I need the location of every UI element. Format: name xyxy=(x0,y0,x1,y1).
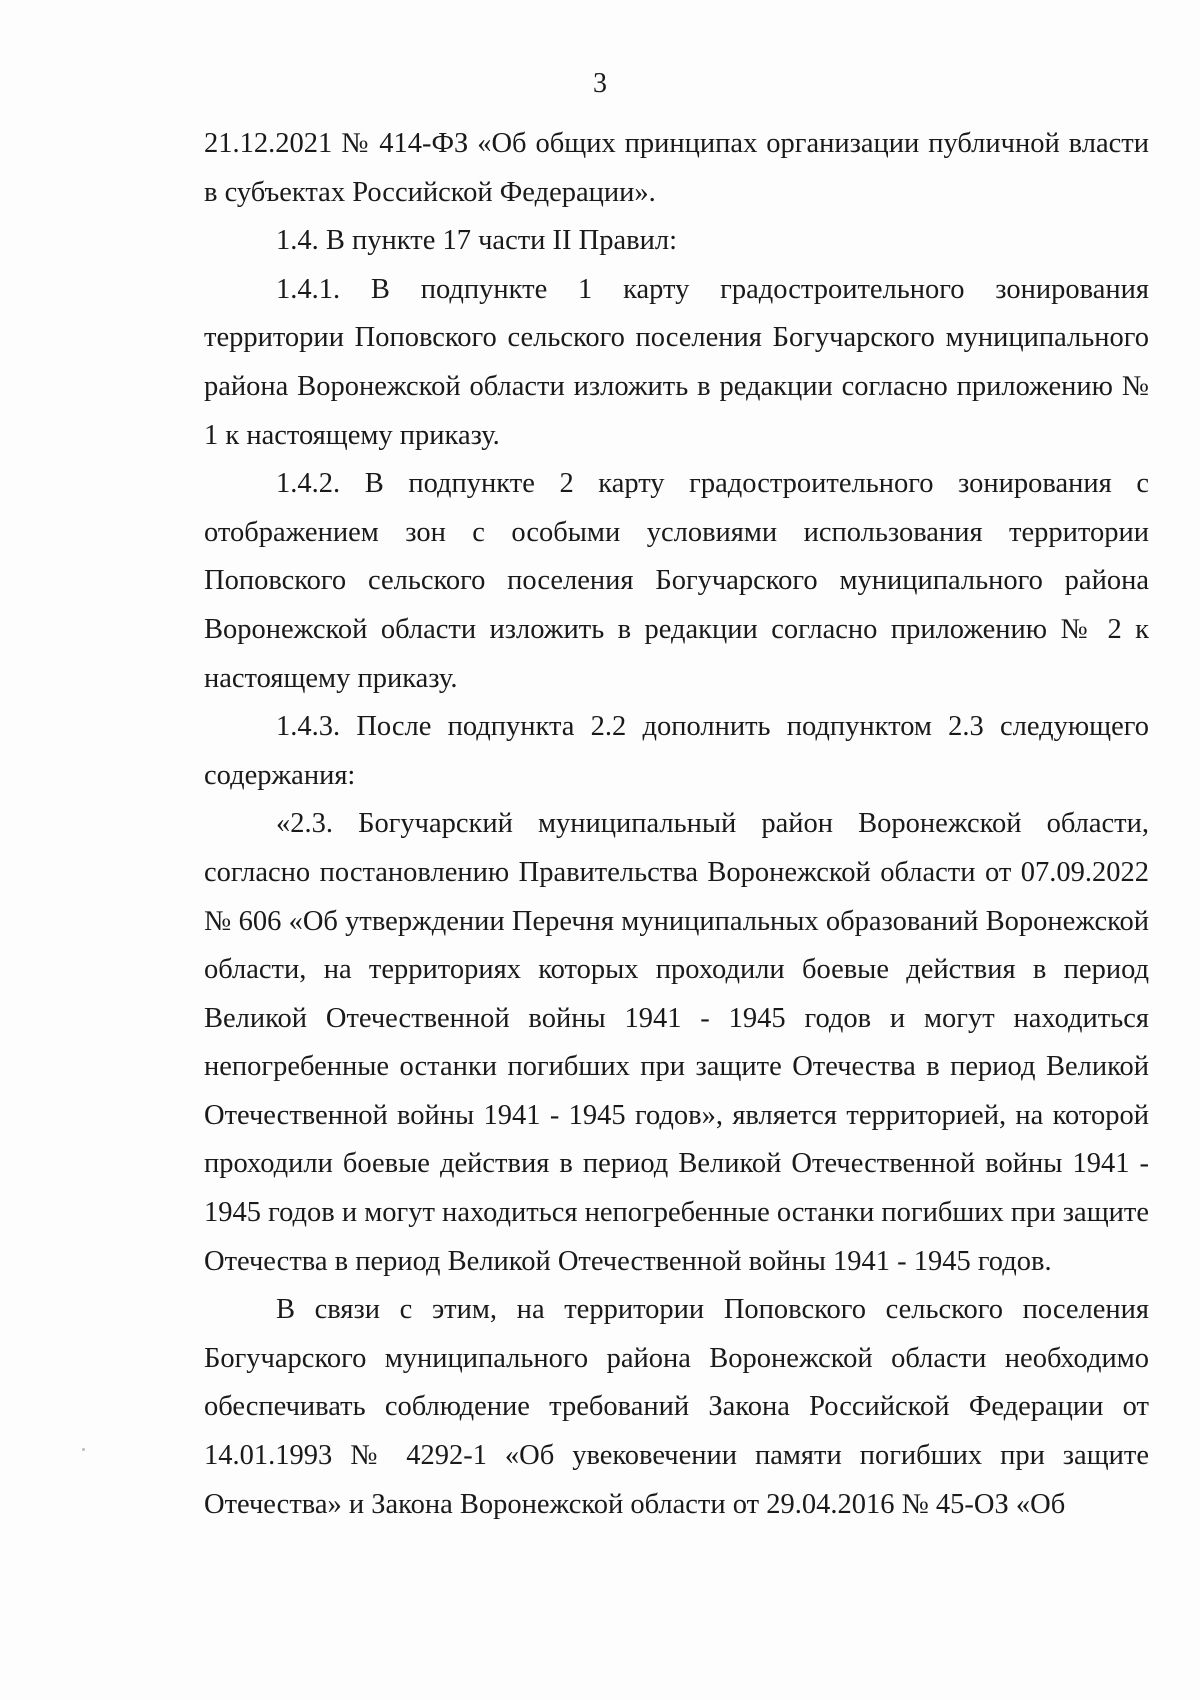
page-number: 3 xyxy=(593,68,607,99)
paragraph-clause-1-4-1: 1.4.1. В подпункте 1 карту градостроительного зонирования территории Поповского сельского поселения Богучарского муниципального района Воронежской области изложить в редакции согласно приложению № 1 к настоящему приказу. xyxy=(204,273,1149,451)
paragraph-clause-1-4-3: 1.4.3. После подпункта 2.2 дополнить подпунктом 2.3 следующего содержания: xyxy=(204,711,1149,791)
paragraph-subclause-2-3: «2.3. Богучарский муниципальный район Воронежской области, согласно постановлению Правительства Воронежской области от 07.09.2022 № 606 «Об утверждении Перечня муниципальных образований Воронежской области, на территориях которых проходили боевые действия в период Великой Отечественной войны 1941 - 1945 годов и могут находиться непогребенные останки погибших при защите Отечества в период Великой Отечественной войны 1941 - 1945 годов», является территорией, на которой проходили боевые действия в период Великой Отечественной войны 1941 - 1945 годов и могут находиться непогребенные останки погибших при защите Отечества в период Великой Отечественной войны 1941 - 1945 годов. xyxy=(204,808,1149,1277)
scan-artifact xyxy=(82,1448,85,1451)
paragraph-clause-1-4: 1.4. В пункте 17 части II Правил: xyxy=(276,225,677,257)
paragraph-clause-1-4-2: 1.4.2. В подпункте 2 карту градостроительного зонирования с отображением зон с особыми условиями использования территории Поповского сельского поселения Богучарского муниципального района Воронежской области изложить в редакции согласно приложению № 2 к настоящему приказу. xyxy=(204,468,1149,694)
paragraph-continuation: 21.12.2021 № 414-ФЗ «Об общих принципах организации публичной власти в субъектах Российской Федерации». xyxy=(204,128,1149,208)
document-body xyxy=(204,120,1149,1529)
paragraph-requirements: В связи с этим, на территории Поповского сельского поселения Богучарского муниципального района Воронежской области необходимо обеспечивать соблюдение требований Закона Российской Федерации от 14.01.1993 № 4292-1 «Об увековечении памяти погибших при защите Отечества» и Закона Воронежской области от 29.04.2016 № 45-ОЗ «Об xyxy=(204,1294,1149,1520)
